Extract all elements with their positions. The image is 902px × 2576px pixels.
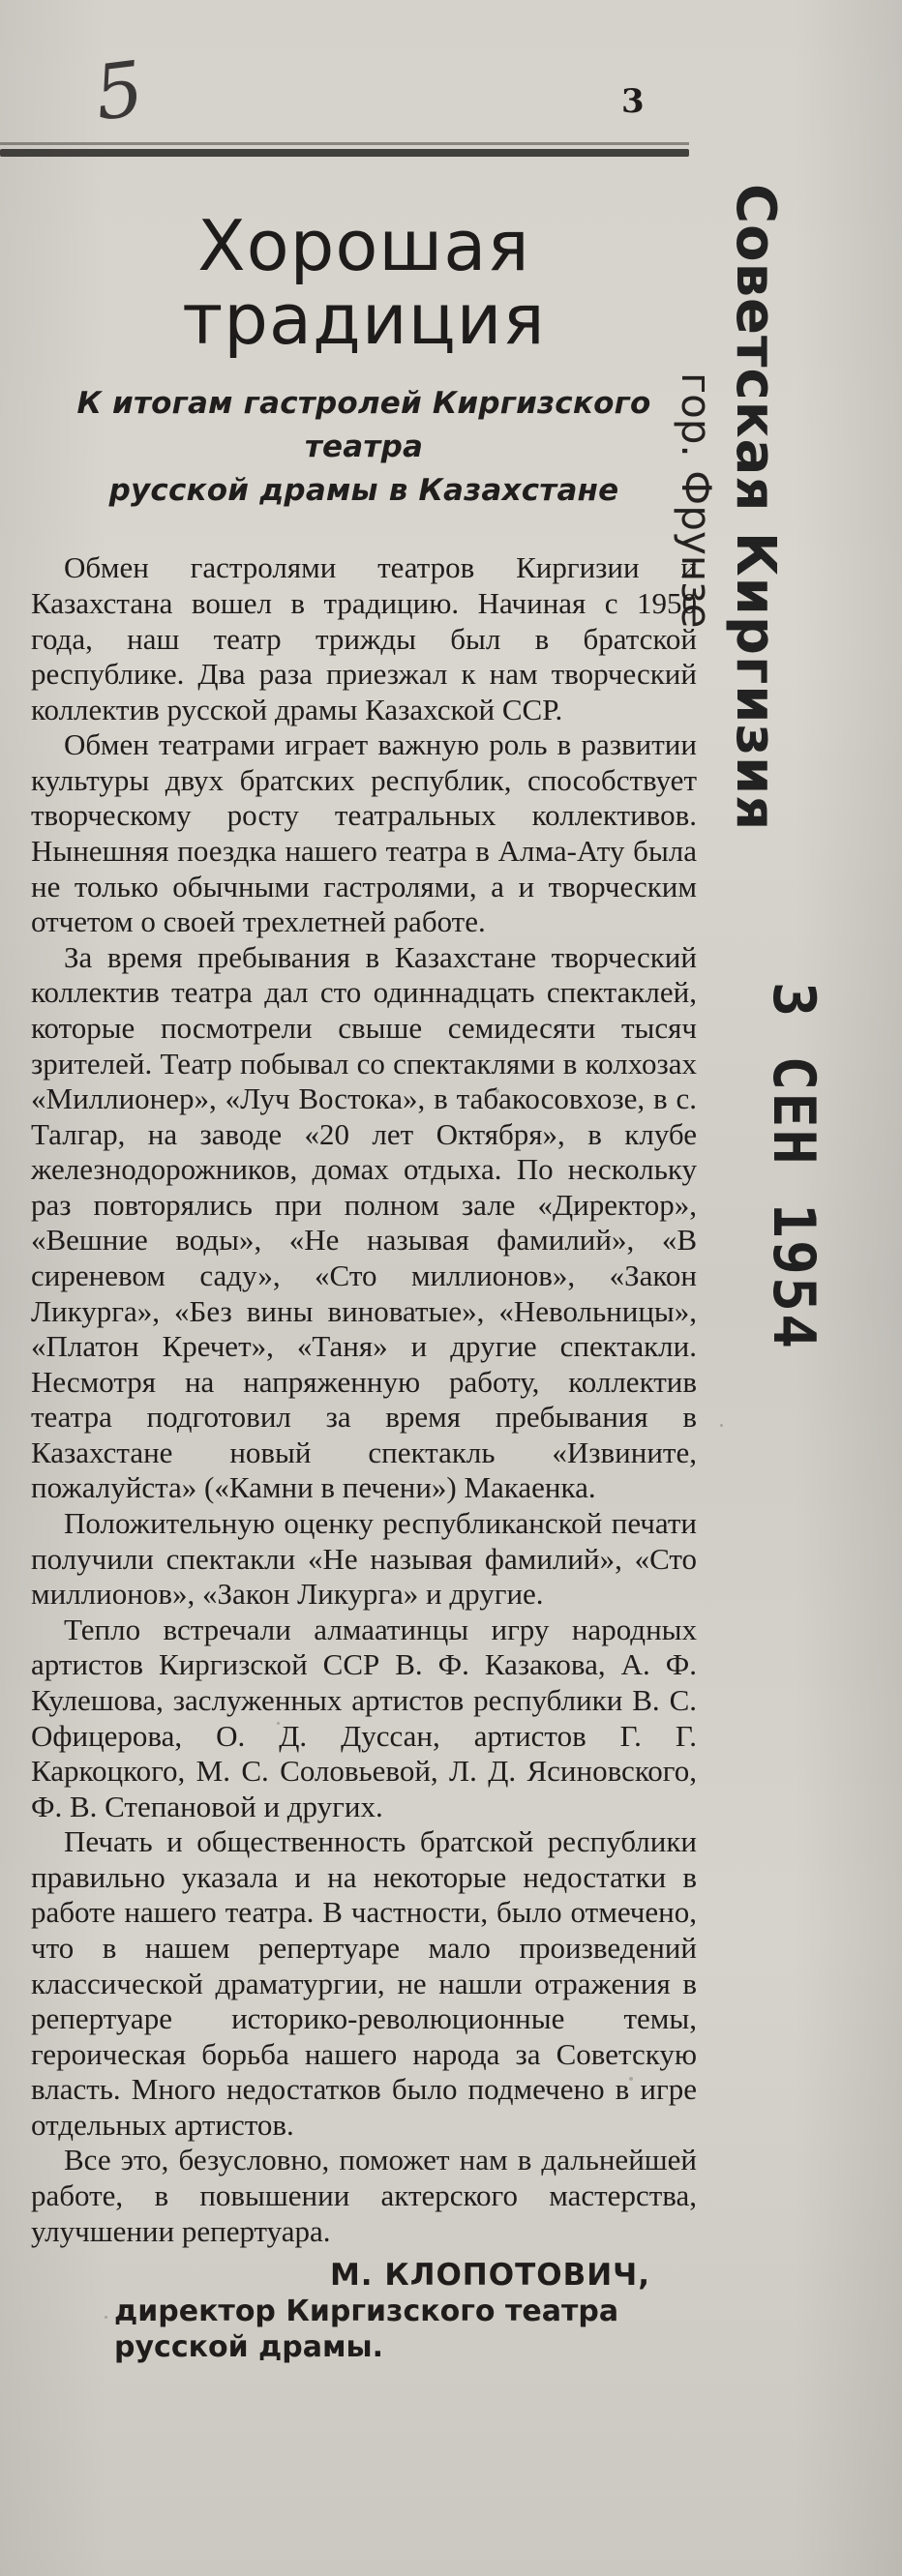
subtitle-line-2: русской драмы в Казахстане bbox=[108, 472, 619, 508]
author-name: М. КЛОПОТОВИЧ, bbox=[329, 2258, 650, 2294]
newspaper-city-vertical: гор. Фрунзе bbox=[673, 372, 720, 629]
paper-speck bbox=[629, 2077, 633, 2081]
article-body bbox=[31, 550, 697, 2249]
article-paragraph-2: Обмен театрами играет важную роль в развитии культуры двух братских республик, способствует творческому росту театральных коллективов. Нынешняя поездка нашего театра в Алма-Ату была не только обычными гастролями, а и творческим отчетом о своей трехлетней работе. bbox=[31, 727, 697, 939]
top-thin-rule bbox=[0, 142, 689, 145]
article-paragraph-5: Тепло встречали алмаатинцы игру народных артистов Киргизской ССР В. Ф. Казакова, А. Ф. Кулешова, заслуженных артистов республики В. С. Офицерова, О. Д. Дуссан, артистов Г. Г. Каркоцкого, М. С. Соловьевой, Л. Д. Ясиновского, Ф. В. Степановой и других. bbox=[31, 1612, 697, 1823]
paper-speck bbox=[277, 1722, 280, 1725]
signature-block bbox=[31, 2257, 697, 2365]
article bbox=[31, 205, 697, 2365]
article-paragraph-7: Все это, безусловно, поможет нам в дальнейшей работе, в повышении актерского мастерства, улучшении репертуара. bbox=[31, 2143, 697, 2248]
article-paragraph-3: За время пребывания в Казахстане творческий коллектив театра дал сто одиннадцать спектаклей, которые посмотрели свыше семидесяти тысяч зрителей. Театр побывал со спектаклями в колхозах «Миллионер», «Луч Востока», в табакосовхозе, в с. Талгар, на заводе «20 лет Октября», в клубе железнодорожников, домах отдыха. По нескольку раз повторялись при полном зале «Директор», «Вешние воды», «Не называя фамилий», «В сиреневом саду», «Сто миллионов», «Закон Ликурга», «Без вины виноватые», «Невольницы», «Платон Кречет», «Таня» и другие спектакли. Несмотря на напряженную работу, коллектив театра подготовил за время пребывания в Казахстане новый спектакль «Извините, пожалуйста» («Камни в печени») Макаенка. bbox=[31, 939, 697, 1505]
paper-speck bbox=[720, 1424, 723, 1427]
article-paragraph-4: Положительную оценку республиканской печати получили спектакли «Не называя фамилий», «Сто миллионов», «Закон Ликурга» и другие. bbox=[31, 1506, 697, 1612]
paper-speck bbox=[124, 573, 127, 576]
article-title: Хорошая традиция bbox=[182, 205, 546, 361]
subtitle-line-1: К итогам гастролей Киргизского театра bbox=[76, 385, 651, 464]
article-paragraph-1: Обмен гастролями театров Киргизии и Казахстана вошел в традицию. Начиная с 1950 года, наш театр трижды был в братской республике. Два раза приезжал к нам творческий коллектив русской драмы Казахской ССР. bbox=[31, 550, 697, 726]
top-rule bbox=[0, 149, 689, 157]
handwritten-page-number: 5 bbox=[92, 44, 145, 139]
paper-speck bbox=[105, 2316, 107, 2319]
printed-page-number: 3 bbox=[621, 82, 645, 121]
newspaper-title-vertical: Советская Киргизия bbox=[724, 184, 787, 832]
date-stamp-vertical: 3 СЕН 1954 bbox=[760, 982, 827, 1351]
paper-speck bbox=[496, 1089, 499, 1093]
author-role-line-2: русской драмы. bbox=[114, 2329, 384, 2364]
article-subtitle bbox=[31, 382, 697, 513]
author-role-line-1: директор Киргизского театра bbox=[114, 2294, 619, 2328]
article-paragraph-6: Печать и общественность братской республики правильно указала и на некоторые недостатки в работе нашего театра. В частности, было отмечено, что в нашем репертуаре мало произведений классической драматургии, не нашли отражения в репертуаре историко-революционные темы, героическая борьба нашего народа за Советскую власть. Много недостатков было подмечено в игре отдельных артистов. bbox=[31, 1824, 697, 2142]
